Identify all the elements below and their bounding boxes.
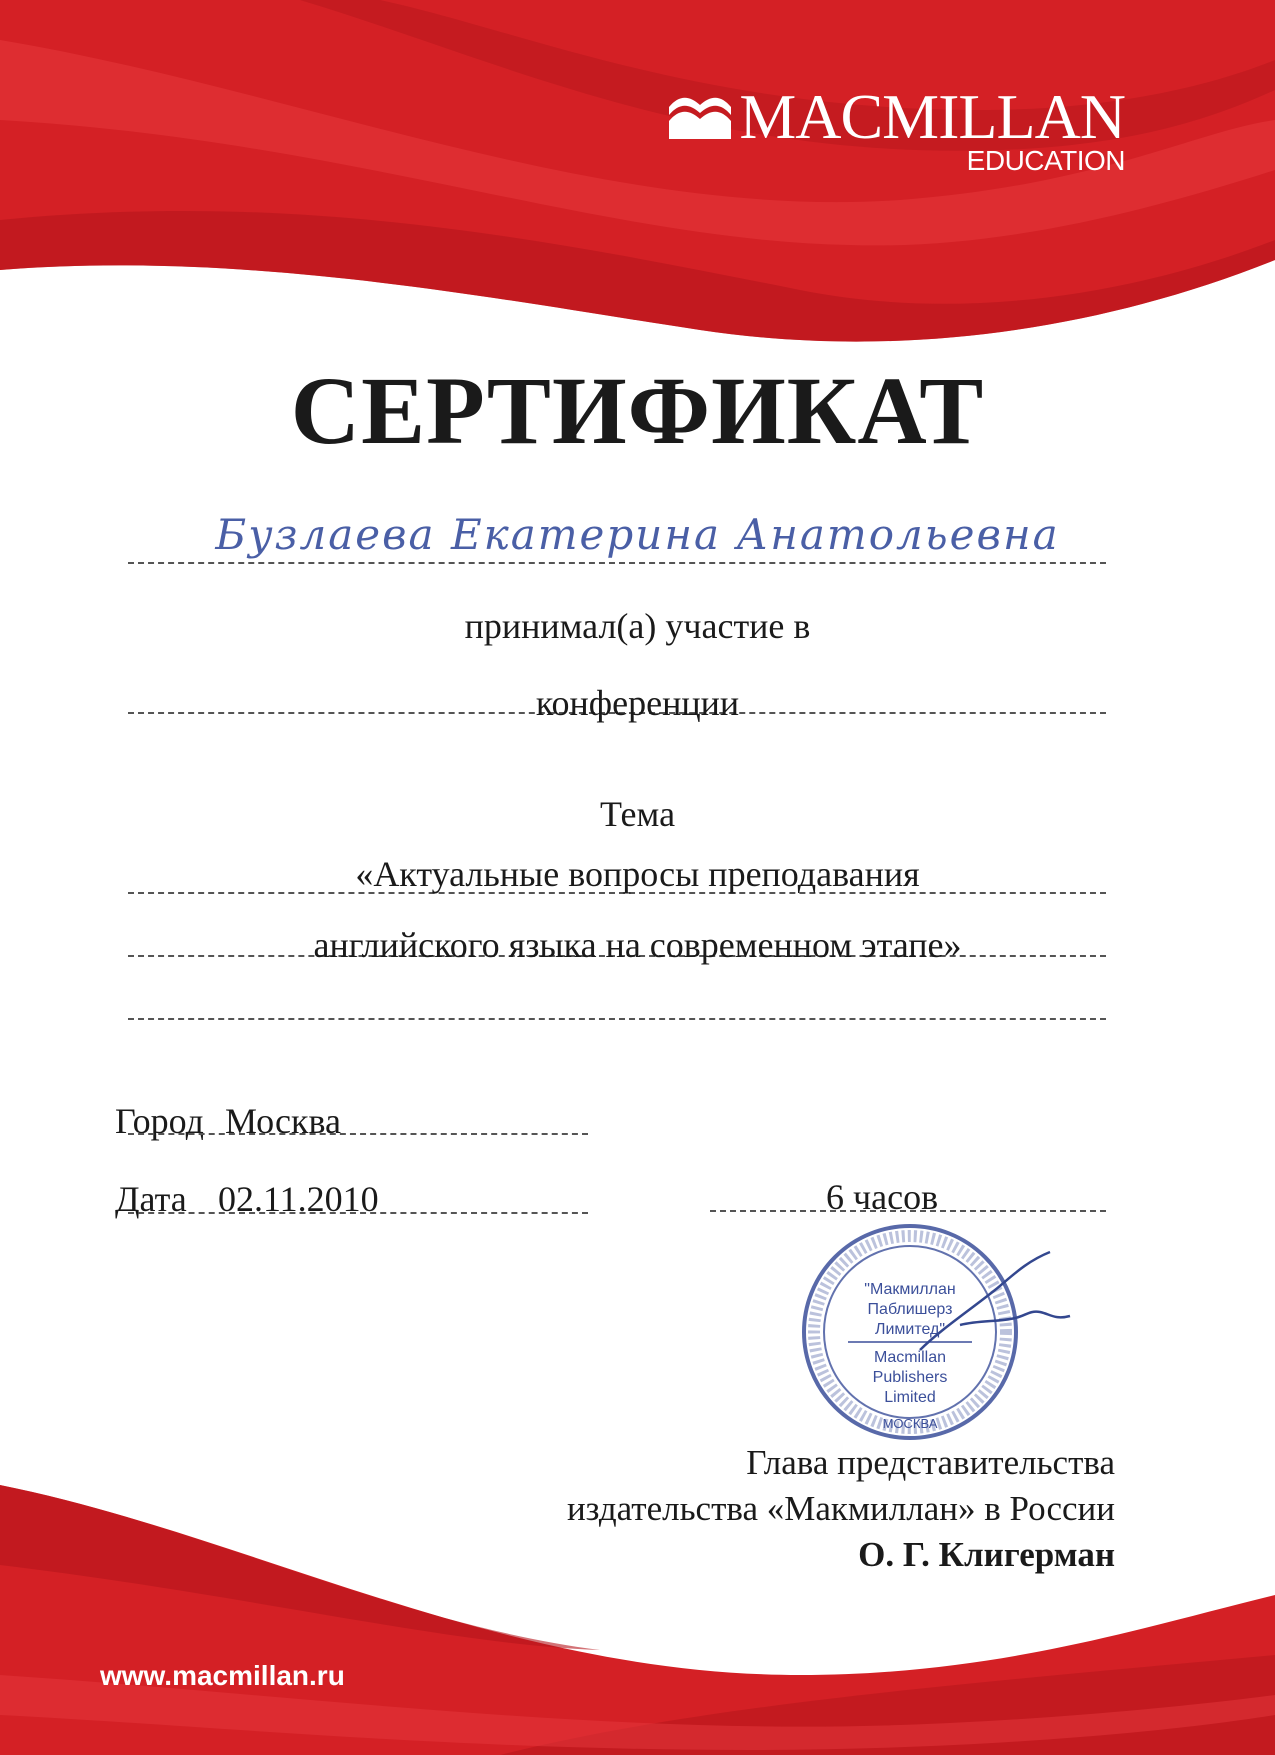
- city-underline: [128, 1133, 588, 1135]
- macmillan-wave-icon: [667, 93, 733, 141]
- hours-underline: [710, 1210, 1106, 1212]
- macmillan-logo: [667, 81, 1125, 176]
- signatory-name: О. Г. Клигерман: [858, 1535, 1115, 1574]
- recipient-underline: [128, 562, 1106, 564]
- hours-value: 6 часов: [826, 1177, 939, 1217]
- top-decorative-band: [0, 0, 1275, 360]
- signatory-title-1: Глава представительства: [746, 1443, 1115, 1482]
- stamp-line-4: Macmillan: [873, 1349, 947, 1366]
- certificate-title: СЕРТИФИКАТ: [290, 357, 985, 464]
- date-value: 02.11.2010: [218, 1179, 379, 1219]
- stamp-bottom: МОСКВА: [882, 1416, 938, 1431]
- date-underline: [128, 1212, 588, 1214]
- topic-line-1: «Актуальные вопросы преподавания: [355, 854, 920, 894]
- topic-underline-3: [128, 1018, 1106, 1020]
- stamp-line-1: "Макмиллан: [864, 1281, 956, 1298]
- city-value: Москва: [225, 1101, 341, 1141]
- stamp-line-2: Паблишерз: [867, 1301, 953, 1318]
- topic-line-2: английского языка на современном этапе»: [313, 925, 962, 965]
- stamp-line-6: Limited: [884, 1389, 936, 1406]
- topic-label: Тема: [599, 794, 676, 834]
- participation-text: принимал(а) участие в: [464, 606, 811, 646]
- city-label: Город: [115, 1101, 204, 1141]
- recipient-name: Бузлаева Екатерина Анатольевна: [215, 510, 1060, 559]
- date-label: Дата: [115, 1179, 187, 1219]
- brand-subtitle: EDUCATION: [966, 145, 1125, 176]
- bottom-decorative-band: [0, 1475, 1275, 1755]
- stamp-line-3: Лимитед": [874, 1321, 946, 1338]
- signatory-title-2: издательства «Макмиллан» в России: [566, 1489, 1115, 1528]
- brand-name: MACMILLAN: [739, 81, 1125, 152]
- event-type: конференции: [535, 683, 740, 723]
- stamp-line-5: Publishers: [872, 1369, 948, 1386]
- website-url: www.macmillan.ru: [100, 1660, 345, 1691]
- handwritten-signature: [900, 1250, 1080, 1360]
